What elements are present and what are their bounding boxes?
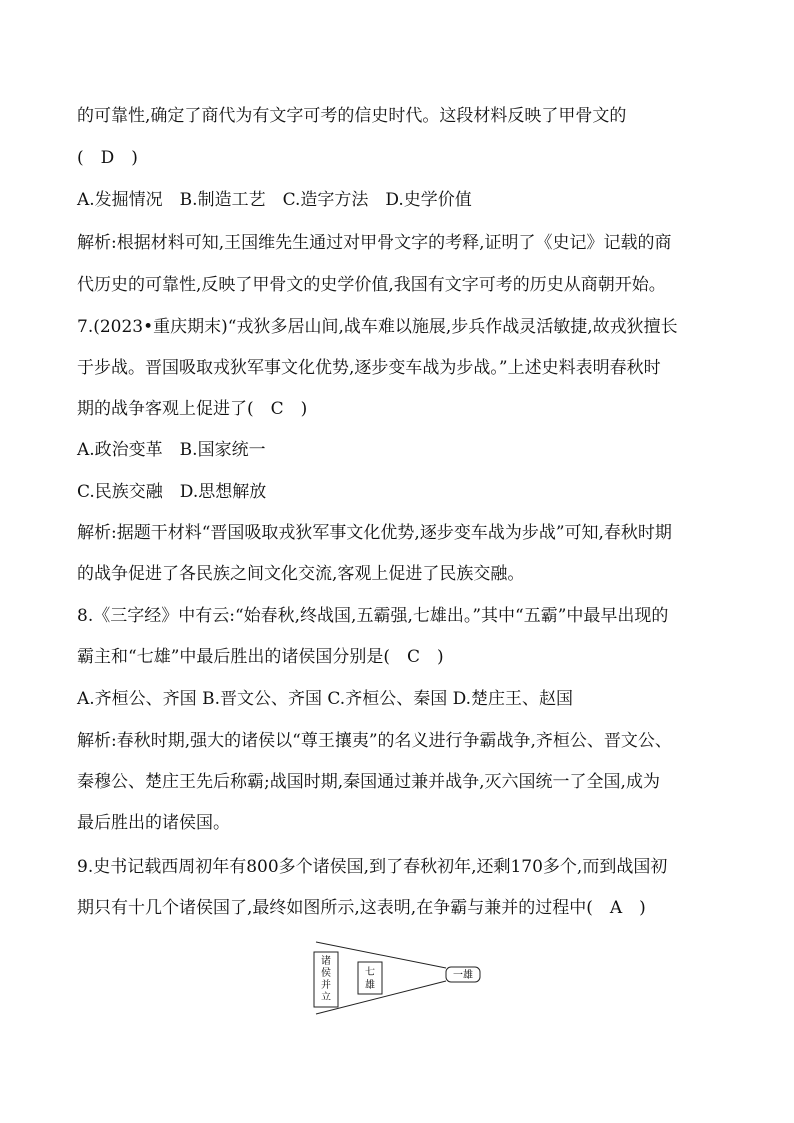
box1-char-1: 侯 <box>321 968 331 979</box>
box1-char-0: 诸 <box>321 956 331 967</box>
question-8-line1: 8.《三字经》中有云:“始春秋,终战国,五霸强,七雄出。”其中“五霸”中最早出现的 <box>77 606 669 626</box>
analysis-q6-line1: 解析:根据材料可知,王国维先生通过对甲骨文字的考释,证明了《史记》记载的商 <box>77 233 672 253</box>
question-7-line3: 期的战争客观上促进了( C ) <box>77 399 308 419</box>
question-8-line2: 霸主和“七雄”中最后胜出的诸侯国分别是( C ) <box>77 647 444 667</box>
question-9-line2: 期只有十几个诸侯国了,最终如图所示,这表明,在争霸与兼并的过程中( A ) <box>77 898 646 918</box>
box3-label: 一雄 <box>453 970 473 981</box>
analysis-q8-line1: 解析:春秋时期,强大的诸侯以“尊王攘夷”的名义进行争霸战争,齐桓公、晋文公、 <box>77 731 672 751</box>
question-7-line2: 于步战。晋国吸取戎狄军事文化优势,逐步变车战为步战。”上述史料表明春秋时 <box>77 358 661 378</box>
question-9-line1: 9.史书记载西周初年有800多个诸侯国,到了春秋初年,还剩170多个,而到战国初 <box>77 857 668 877</box>
options-q7-line2: C.民族交融 D.思想解放 <box>77 482 267 502</box>
analysis-q7-line2: 的战争促进了各民族之间文化交流,客观上促进了民族交融。 <box>77 564 525 584</box>
analysis-q6-line2: 代历史的可靠性,反映了甲骨文的史学价值,我国有文字可考的历史从商朝开始。 <box>77 275 666 295</box>
question-7-line1: 7.(2023•重庆期末)“戎狄多居山间,战车难以施展,步兵作战灵活敏捷,故戎狄擅长 <box>77 317 678 337</box>
box1-char-3: 立 <box>321 992 331 1003</box>
box1-char-2: 并 <box>321 980 331 991</box>
analysis-q8-line2: 秦穆公、楚庄王先后称霸;战国时期,秦国通过兼并战争,灭六国统一了全国,成为 <box>77 772 660 792</box>
funnel-diagram <box>312 938 488 1018</box>
options-q8: A.齐桓公、齐国 B.晋文公、齐国 C.齐桓公、秦国 D.楚庄王、赵国 <box>77 689 574 709</box>
analysis-q8-line3: 最后胜出的诸侯国。 <box>77 813 230 833</box>
analysis-q7-line1: 解析:据题干材料“晋国吸取戎狄军事文化优势,逐步变车战为步战”可知,春秋时期 <box>77 523 672 543</box>
options-q6: A.发掘情况 B.制造工艺 C.造字方法 D.史学价值 <box>77 190 472 210</box>
box2-char-1: 雄 <box>365 980 375 991</box>
answer-line-q6: ( D ) <box>77 148 138 168</box>
box2-char-0: 七 <box>365 967 375 978</box>
options-q7-line1: A.政治变革 B.国家统一 <box>77 440 266 460</box>
text-line-1: 的可靠性,确定了商代为有文字可考的信史时代。这段材料反映了甲骨文的 <box>77 106 627 126</box>
